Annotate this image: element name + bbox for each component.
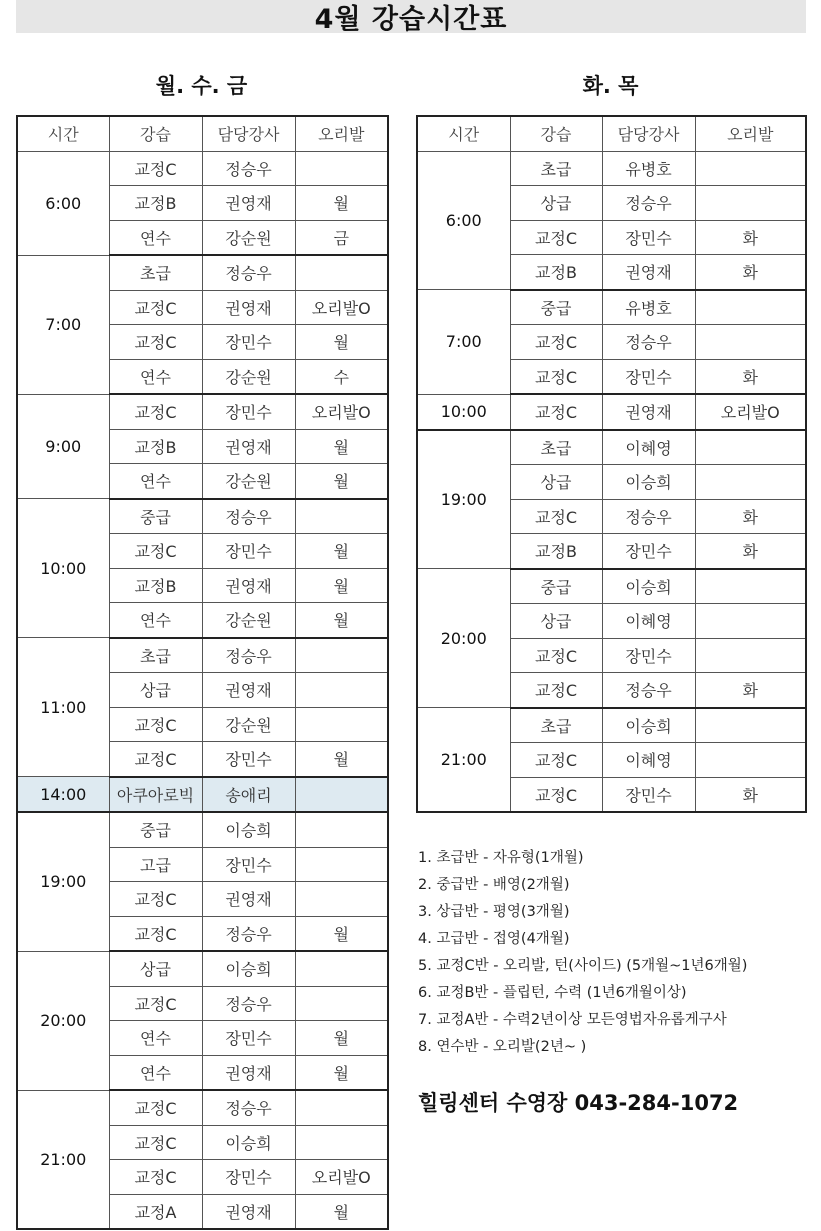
column-header: 오리발 [295,116,388,151]
note-item: 8. 연수반 - 오리발(2년~ ) [418,1039,587,1055]
instructor-cell: 이혜영 [602,430,695,465]
class-cell: 교정C [109,1090,202,1125]
table-row [417,394,806,430]
time-cell: 6:00 [17,151,109,255]
instructor-cell: 장민수 [602,638,695,673]
fins-cell: 월 [295,186,388,221]
instructor-cell: 정승우 [602,499,695,534]
time-cell: 14:00 [17,777,109,813]
time-cell: 6:00 [417,151,510,290]
fins-cell [695,708,806,743]
class-cell: 연수 [109,359,202,394]
class-cell: 초급 [510,708,602,743]
class-cell: 상급 [109,951,202,986]
instructor-cell: 권영재 [602,255,695,290]
fins-cell [295,673,388,708]
class-cell: 교정C [510,777,602,812]
fins-cell: 화 [695,777,806,812]
fins-cell: 화 [695,499,806,534]
fins-cell [695,430,806,465]
class-cell: 교정C [109,151,202,186]
page-title: 4월 강습시간표 [314,4,508,35]
instructor-cell: 장민수 [202,1160,295,1195]
note-item: 1. 초급반 - 자유형(1개월) [418,850,584,866]
class-cell: 상급 [510,604,602,639]
fins-cell: 금 [295,220,388,255]
time-cell: 11:00 [17,638,109,777]
contact-phone: 힐링센터 수영장 043-284-1072 [418,1091,739,1115]
fins-cell [295,255,388,290]
class-cell: 상급 [510,186,602,221]
fins-cell: 월 [295,464,388,499]
time-cell: 21:00 [417,708,510,813]
table-row [417,151,806,186]
instructor-cell: 장민수 [202,394,295,429]
instructor-cell: 권영재 [202,882,295,917]
instructor-cell: 권영재 [602,394,695,430]
instructor-cell: 장민수 [602,534,695,569]
table-row [17,951,388,986]
mon-wed-fri-schedule-table [16,115,389,1230]
instructor-cell: 장민수 [202,847,295,882]
mon-wed-fri-heading: 월. 수. 금 [155,74,248,98]
fins-cell: 월 [295,916,388,951]
instructor-cell: 강순원 [202,707,295,742]
fins-cell [695,290,806,325]
class-cell: 교정C [109,534,202,569]
class-cell: 중급 [510,290,602,325]
instructor-cell: 이승희 [602,465,695,500]
class-cell: 초급 [109,638,202,673]
fins-cell [295,777,388,813]
time-cell: 19:00 [417,430,510,569]
fins-cell [295,151,388,186]
fins-cell: 월 [295,568,388,603]
table-row [17,777,388,813]
fins-cell: 화 [695,673,806,708]
column-header: 강습 [109,116,202,151]
class-cell: 교정B [510,534,602,569]
fins-cell [295,812,388,847]
instructor-cell: 정승우 [202,986,295,1021]
table-row [417,569,806,604]
class-cell: 연수 [109,1055,202,1090]
table-row [17,394,388,429]
fins-cell: 화 [695,359,806,394]
instructor-cell: 정승우 [202,1090,295,1125]
fins-cell [295,882,388,917]
instructor-cell: 정승우 [602,186,695,221]
fins-cell [295,951,388,986]
fins-cell [295,986,388,1021]
class-cell: 교정C [510,743,602,778]
table-row [17,151,388,186]
time-cell: 20:00 [17,951,109,1090]
class-cell: 교정C [109,325,202,360]
class-cell: 교정C [109,882,202,917]
fins-cell [695,743,806,778]
instructor-cell: 이혜영 [602,604,695,639]
column-header: 오리발 [695,116,806,151]
time-cell: 7:00 [417,290,510,395]
instructor-cell: 정승우 [202,255,295,290]
class-cell: 중급 [109,499,202,534]
fins-cell: 오리발O [295,290,388,325]
fins-cell [295,847,388,882]
instructor-cell: 이승희 [602,569,695,604]
instructor-cell: 장민수 [202,325,295,360]
instructor-cell: 권영재 [202,568,295,603]
class-cell: 중급 [109,812,202,847]
fins-cell: 오리발O [295,1160,388,1195]
class-cell: 상급 [510,465,602,500]
class-cell: 교정C [510,673,602,708]
table-header-row [417,116,806,151]
instructor-cell: 정승우 [202,151,295,186]
fins-cell [695,151,806,186]
class-cell: 연수 [109,603,202,638]
fins-cell: 월 [295,1055,388,1090]
class-cell: 중급 [510,569,602,604]
class-cell: 교정C [510,325,602,360]
fins-cell [695,604,806,639]
fins-cell [695,569,806,604]
tue-thu-heading: 화. 목 [582,74,639,98]
class-cell: 상급 [109,673,202,708]
instructor-cell: 강순원 [202,220,295,255]
time-cell: 19:00 [17,812,109,951]
fins-cell [695,465,806,500]
instructor-cell: 이승희 [602,708,695,743]
instructor-cell: 정승우 [202,638,295,673]
column-header: 시간 [17,116,109,151]
fins-cell: 월 [295,1021,388,1056]
instructor-cell: 권영재 [202,673,295,708]
fins-cell: 수 [295,359,388,394]
class-cell: 초급 [510,151,602,186]
instructor-cell: 장민수 [602,359,695,394]
fins-cell: 월 [295,325,388,360]
fins-cell [695,186,806,221]
instructor-cell: 이혜영 [602,743,695,778]
instructor-cell: 이승희 [202,1125,295,1160]
instructor-cell: 이승희 [202,951,295,986]
fins-cell: 월 [295,429,388,464]
column-header: 담당강사 [602,116,695,151]
fins-cell: 화 [695,220,806,255]
fins-cell: 월 [295,742,388,777]
instructor-cell: 정승우 [202,916,295,951]
time-cell: 20:00 [417,569,510,708]
table-row [17,255,388,290]
class-cell: 교정C [510,638,602,673]
class-cell: 교정A [109,1194,202,1229]
class-cell: 교정B [109,568,202,603]
class-cell: 초급 [510,430,602,465]
fins-cell: 화 [695,534,806,569]
class-cell: 교정C [109,1125,202,1160]
table-row [17,1090,388,1125]
fins-cell [295,1090,388,1125]
class-cell: 교정C [109,290,202,325]
class-cell: 교정B [510,255,602,290]
note-item: 3. 상급반 - 평영(3개월) [418,904,570,920]
instructor-cell: 장민수 [202,534,295,569]
time-cell: 10:00 [17,499,109,638]
class-cell: 아쿠아로빅 [109,777,202,813]
column-header: 담당강사 [202,116,295,151]
class-cell: 교정B [109,186,202,221]
class-cell: 교정C [109,1160,202,1195]
instructor-cell: 장민수 [202,742,295,777]
class-cell: 교정C [109,742,202,777]
instructor-cell: 유병호 [602,151,695,186]
fins-cell [695,325,806,360]
column-header: 시간 [417,116,510,151]
instructor-cell: 송애리 [202,777,295,813]
class-cell: 교정C [510,394,602,430]
instructor-cell: 이승희 [202,812,295,847]
class-cell: 연수 [109,220,202,255]
table-header-row [17,116,388,151]
fins-cell: 화 [695,255,806,290]
class-cell: 교정C [510,499,602,534]
time-cell: 10:00 [417,394,510,430]
class-cell: 교정C [109,394,202,429]
instructor-cell: 권영재 [202,1055,295,1090]
tue-thu-schedule-table [416,115,807,813]
instructor-cell: 장민수 [602,777,695,812]
instructor-cell: 권영재 [202,1194,295,1229]
fins-cell: 월 [295,534,388,569]
fins-cell: 월 [295,603,388,638]
class-cell: 연수 [109,464,202,499]
class-cell: 교정C [109,707,202,742]
instructor-cell: 정승우 [202,499,295,534]
fins-cell: 오리발O [295,394,388,429]
instructor-cell: 유병호 [602,290,695,325]
instructor-cell: 정승우 [602,673,695,708]
instructor-cell: 장민수 [202,1021,295,1056]
column-header: 강습 [510,116,602,151]
class-cell: 교정B [109,429,202,464]
fins-cell [295,707,388,742]
time-cell: 21:00 [17,1090,109,1229]
table-row [17,638,388,673]
fins-cell: 월 [295,1194,388,1229]
note-item: 7. 교정A반 - 수력2년이상 모든영법자유롭게구사 [418,1012,727,1028]
instructor-cell: 권영재 [202,186,295,221]
instructor-cell: 권영재 [202,429,295,464]
instructor-cell: 강순원 [202,464,295,499]
instructor-cell: 강순원 [202,603,295,638]
note-item: 5. 교정C반 - 오리발, 턴(사이드) (5개월~1년6개월) [418,958,748,974]
instructor-cell: 장민수 [602,220,695,255]
note-item: 6. 교정B반 - 플립턴, 수력 (1년6개월이상) [418,985,687,1001]
table-row [17,499,388,534]
class-cell: 교정C [510,220,602,255]
table-row [417,290,806,325]
time-cell: 7:00 [17,255,109,394]
note-item: 4. 고급반 - 접영(4개월) [418,931,570,947]
table-row [417,430,806,465]
time-cell: 9:00 [17,394,109,499]
fins-cell [295,499,388,534]
class-cell: 초급 [109,255,202,290]
class-cell: 연수 [109,1021,202,1056]
class-cell: 교정C [109,916,202,951]
table-row [17,812,388,847]
fins-cell [295,638,388,673]
fins-cell [295,1125,388,1160]
instructor-cell: 정승우 [602,325,695,360]
fins-cell: 오리발O [695,394,806,430]
instructor-cell: 강순원 [202,359,295,394]
fins-cell [695,638,806,673]
class-cell: 고급 [109,847,202,882]
class-cell: 교정C [109,986,202,1021]
note-item: 2. 중급반 - 배영(2개월) [418,877,570,893]
instructor-cell: 권영재 [202,290,295,325]
class-cell: 교정C [510,359,602,394]
title-bar [16,0,806,33]
table-row [417,708,806,743]
class-level-notes [418,845,818,1061]
